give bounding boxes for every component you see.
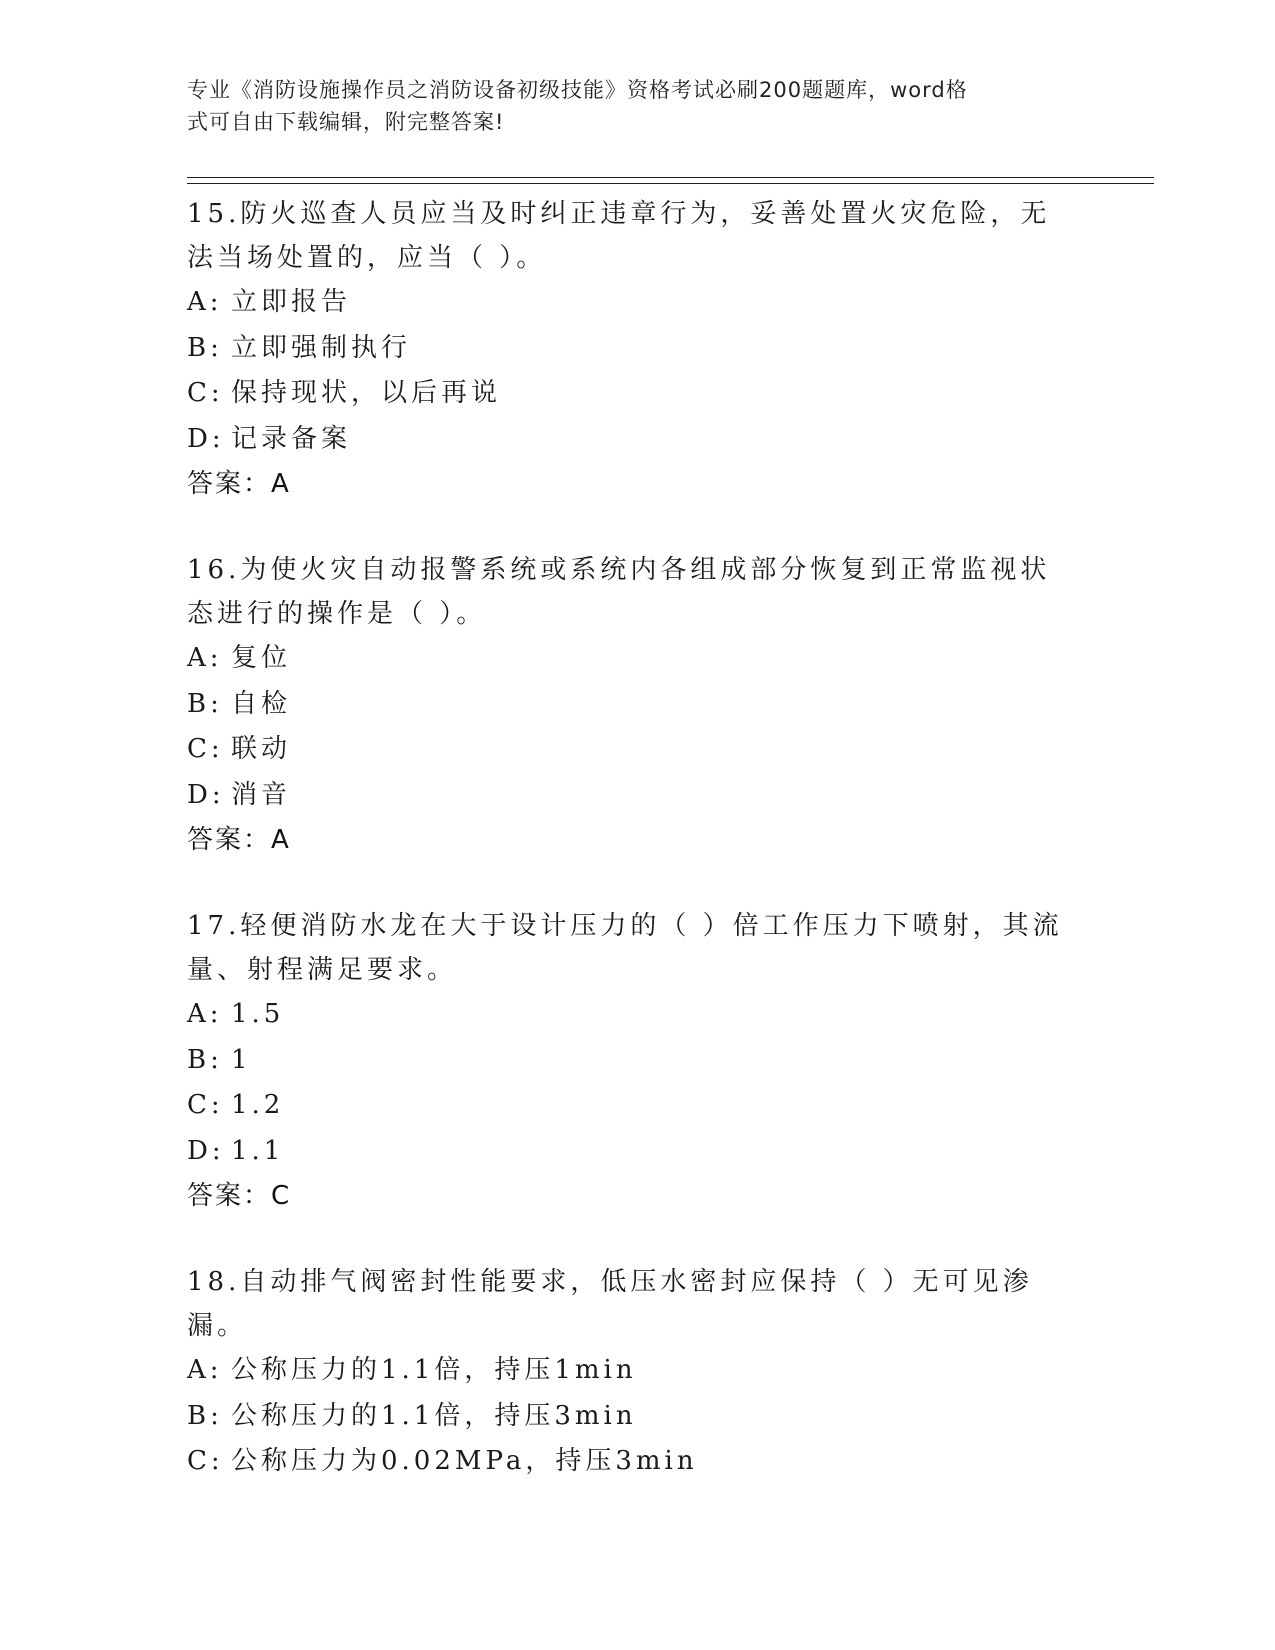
option-letter: A: — [187, 1355, 223, 1385]
option-c — [187, 371, 1087, 417]
option-text: 复位 — [231, 643, 292, 673]
option-letter: B: — [187, 1044, 223, 1075]
option-text: 公称压力的1.1倍，持压3min — [231, 1400, 637, 1431]
spacer — [187, 862, 1087, 904]
option-text: 立即强制执行 — [231, 332, 412, 363]
option-text: 1.5 — [231, 999, 285, 1029]
option-text: 公称压力为0.02MPa，持压3min — [231, 1446, 698, 1476]
option-text: 记录备案 — [231, 423, 352, 454]
question-list — [187, 192, 1087, 1485]
option-text: 1.1 — [231, 1135, 285, 1166]
option-text: 立即报告 — [231, 287, 352, 317]
question-18 — [187, 1260, 1087, 1485]
spacer — [187, 1218, 1087, 1260]
option-text: 联动 — [231, 734, 292, 764]
option-text: 1.2 — [231, 1090, 285, 1120]
option-c — [187, 727, 1087, 773]
option-b — [187, 326, 1087, 372]
answer-line: 答案：A — [187, 825, 291, 855]
header-rule-top — [187, 177, 1154, 178]
option-a — [187, 280, 1087, 326]
option-text: 自检 — [231, 688, 292, 719]
option-letter: D: — [187, 423, 225, 454]
option-letter: C: — [187, 378, 224, 408]
option-text: 保持现状，以后再说 — [231, 378, 502, 408]
option-d — [187, 1129, 1087, 1175]
option-c — [187, 1083, 1087, 1129]
question-stem: 18.自动排气阀密封性能要求，低压水密封应保持（ ）无可见渗漏。 — [187, 1267, 1033, 1341]
option-letter: B: — [187, 332, 223, 363]
question-16 — [187, 548, 1087, 862]
header-line-1: 专业《消防设施操作员之消防设备初级技能》资格考试必刷200题题库，word格 — [187, 78, 968, 102]
document-header — [187, 74, 1067, 138]
option-letter: B: — [187, 688, 223, 719]
option-letter: A: — [187, 999, 223, 1029]
option-letter: C: — [187, 1446, 224, 1476]
option-d — [187, 773, 1087, 819]
answer-line: 答案：A — [187, 469, 291, 499]
option-a — [187, 636, 1087, 682]
question-17 — [187, 904, 1087, 1218]
option-letter: A: — [187, 287, 223, 317]
question-stem: 16.为使火灾自动报警系统或系统内各组成部分恢复到正常监视状态进行的操作是（ ）。 — [187, 555, 1051, 629]
header-line-2: 式可自由下载编辑，附完整答案! — [187, 110, 505, 134]
option-letter: B: — [187, 1400, 223, 1431]
option-letter: C: — [187, 734, 224, 764]
answer-line: 答案：C — [187, 1181, 292, 1211]
option-b — [187, 1038, 1087, 1084]
option-text: 1 — [231, 1044, 252, 1075]
question-stem: 17.轻便消防水龙在大于设计压力的（ ）倍工作压力下喷射，其流量、射程满足要求。 — [187, 911, 1063, 985]
option-letter: D: — [187, 1135, 225, 1166]
option-b — [187, 682, 1087, 728]
option-letter: D: — [187, 779, 225, 810]
option-c — [187, 1439, 1087, 1485]
spacer — [187, 506, 1087, 548]
header-rule-bottom — [187, 183, 1154, 184]
option-a — [187, 1348, 1087, 1394]
option-b — [187, 1394, 1087, 1440]
option-text: 公称压力的1.1倍，持压1min — [231, 1355, 637, 1385]
option-a — [187, 992, 1087, 1038]
option-d — [187, 417, 1087, 463]
option-letter: A: — [187, 643, 223, 673]
option-letter: C: — [187, 1090, 224, 1120]
question-stem: 15.防火巡查人员应当及时纠正违章行为，妥善处置火灾危险，无法当场处置的，应当（ ）。 — [187, 199, 1051, 273]
option-text: 消音 — [231, 779, 292, 810]
question-15 — [187, 192, 1087, 506]
